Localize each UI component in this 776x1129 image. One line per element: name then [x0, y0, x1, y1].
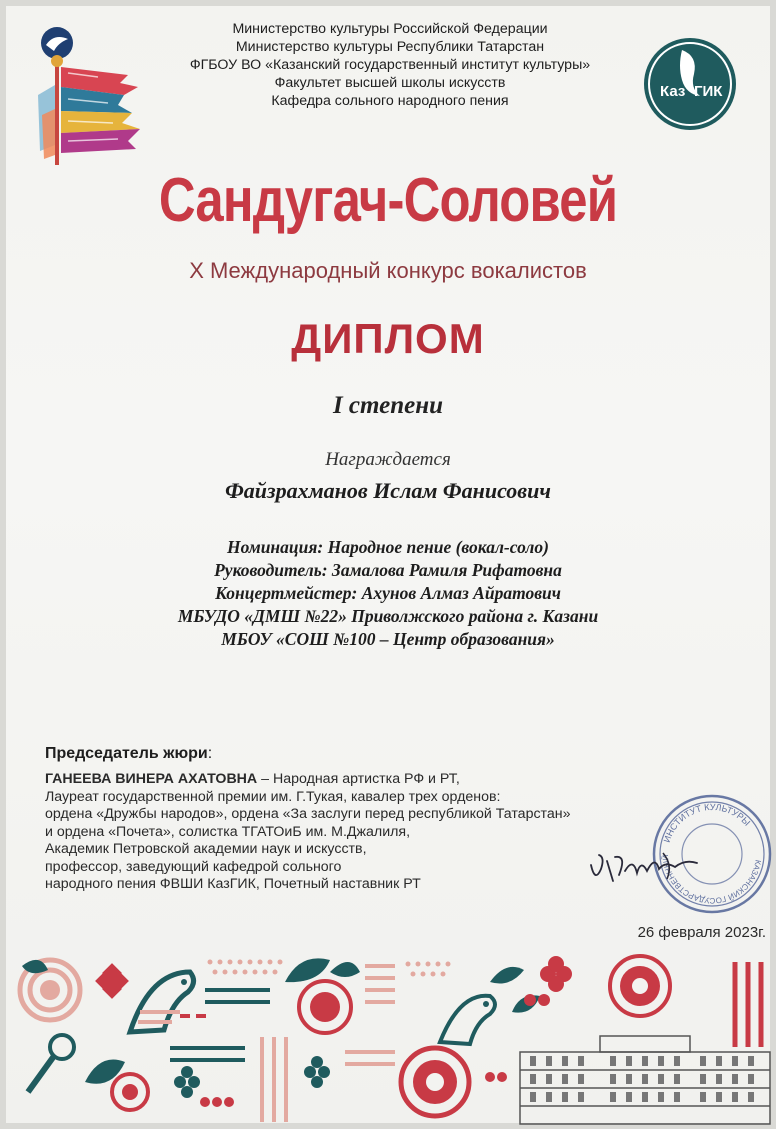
festival-logo-icon	[28, 25, 148, 175]
jury-title	[45, 745, 212, 763]
stamp-text: КАЗАНСКИЙ ГОСУДАРСТВЕННЫЙ	[660, 854, 763, 906]
jury-title-suffix: :	[207, 745, 213, 762]
detail-line: МБОУ «СОШ №100 – Центр образования»	[221, 629, 555, 649]
kazgik-logo-text: ГИК	[694, 83, 723, 100]
ornament-bird-icon	[440, 996, 495, 1044]
jury-line: профессор, заведующий кафедрой сольного	[45, 858, 342, 875]
details-block	[0, 536, 776, 651]
awardee-name: Файзрахманов Ислам Фанисович	[225, 478, 551, 503]
ornament-microphone-icon	[28, 1035, 74, 1092]
jury-line: народного пения ФВШИ КазГИК, Почетный наставник РТ	[45, 876, 421, 892]
ornament-flower-icon	[174, 1056, 330, 1098]
jury-line: ордена «Дружбы народов», ордена «За заслуги перед республикой Татарстан»	[45, 806, 571, 822]
kazgik-logo-text: Каз	[660, 83, 686, 100]
ornament-border	[0, 952, 776, 1129]
ornament-flower-icon	[95, 963, 129, 999]
detail-line: Руководитель: Замалова Рамиля Рифатовна	[214, 560, 562, 580]
header-line: ФГБОУ ВО «Казанский государственный институт культуры»	[189, 57, 591, 73]
ornament-flower-icon	[524, 956, 572, 1006]
awarded-label: Награждается	[325, 449, 451, 470]
diploma-date: 26 февраля 2023г.	[637, 924, 766, 941]
competition-title: Сандугач-Соловей	[158, 166, 618, 235]
header-line: Факультет высшей школы искусств	[274, 75, 506, 91]
header-line: Кафедра сольного народного пения	[271, 93, 509, 109]
competition-subtitle: X Международный конкурс вокалистов	[189, 258, 587, 283]
signature-icon	[585, 835, 705, 895]
detail-line: Концертмейстер: Ахунов Алмаз Айратович	[215, 583, 561, 603]
jury-line: Академик Петровской академии наук и искусств,	[45, 841, 367, 857]
stamp-text: ИНСТИТУТ КУЛЬТУРЫ	[661, 801, 753, 844]
jury-block	[45, 771, 655, 894]
ornament-leaf-icon	[285, 958, 360, 1033]
jury-title-text: Председатель жюри	[45, 745, 208, 762]
ornament-bird-icon	[130, 972, 194, 1032]
detail-line: МБУДО «ДМШ №22» Приволжского района г. Казани	[177, 606, 599, 626]
header-line: Министерство культуры Республики Татарстан	[235, 39, 545, 55]
header-block	[170, 20, 610, 110]
jury-line: и ордена «Почета», солистка ТГАТОиБ им. М.Джалиля,	[45, 823, 411, 840]
kazgik-logo-icon	[642, 36, 738, 132]
jury-line: Лауреат государственной премии им. Г.Тукая, кавалер трех орденов:	[45, 788, 501, 805]
header-line: Министерство культуры Российской Федерации	[232, 21, 548, 37]
ornament-sun-icon	[401, 1048, 469, 1116]
ornament-sun-icon	[610, 956, 670, 1016]
detail-line: Номинация: Народное пение (вокал-соло)	[227, 537, 549, 557]
ornament-leaf-icon	[85, 1060, 148, 1111]
jury-chair-rest: – Народная артистка РФ и РТ,	[257, 771, 460, 787]
diploma-heading: ДИПЛОМ	[291, 315, 485, 362]
jury-chair-line	[45, 771, 655, 789]
ornament-target-icon	[20, 960, 80, 1020]
jury-chair-name: ГАНЕЕВА ВИНЕРА АХАТОВНА	[45, 771, 258, 787]
degree-text: I степени	[332, 392, 444, 419]
